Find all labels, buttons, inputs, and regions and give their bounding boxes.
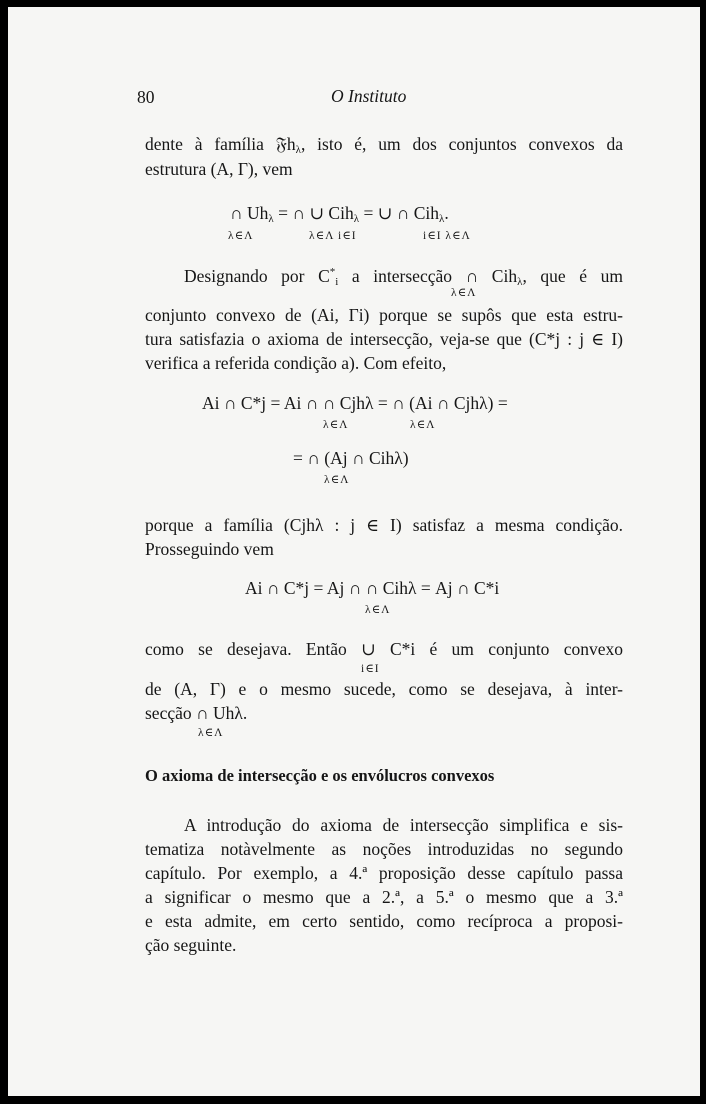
equation-2-index: λ∈Λ xyxy=(323,419,349,431)
paragraph-line: dente à família 𝔉h$_\lambda$, isto é, um dos conjuntos convexos da xyxy=(145,134,623,156)
equation-3: Ai ∩ C*j = Aj ∩ ∩ Cihλ = Aj ∩ C*i xyxy=(245,578,500,598)
paragraph-line: a significar o mesmo que a 2.ª, a 5.ª o mesmo que a 3.ª xyxy=(145,887,623,907)
paragraph-line: conjunto convexo de (Ai, Γi) porque se supôs que esta estru- xyxy=(145,305,623,325)
paragraph-line: Designando por $C^*_i$ a intersecção ∩ Cih$_\lambda$, que é um xyxy=(184,266,623,288)
paragraph-line: A introdução do axioma de intersecção simplifica e sis- xyxy=(184,815,623,835)
paragraph-line: ção seguinte. xyxy=(145,935,237,955)
paragraph-line: verifica a referida condição a). Com efeito, xyxy=(145,353,447,373)
equation-1: ∩ $Uh_\lambda$ = ∩ ∪ Cih$_\lambda$ = ∪ ∩ Cih$_\lambda$. xyxy=(230,203,449,225)
equation-2-line: = ∩ (Aj ∩ Cihλ) xyxy=(293,448,409,468)
equation-2-index: λ∈Λ xyxy=(410,419,436,431)
paragraph-line: tematiza notàvelmente as noções introduzidas no segundo xyxy=(145,839,623,859)
paragraph-line: secção ∩ Uhλ. xyxy=(145,703,248,723)
equation-3-index: λ∈Λ xyxy=(365,604,391,616)
equation-1-index: i∈I λ∈Λ xyxy=(423,230,471,242)
book-page xyxy=(8,7,700,1096)
paragraph-line: estrutura (A, Γ), vem xyxy=(145,159,293,179)
equation-2-line: Ai ∩ C*j = Ai ∩ ∩ Cjhλ = ∩ (Ai ∩ Cjhλ) = xyxy=(202,393,508,413)
equation-index: λ∈Λ xyxy=(198,727,224,739)
paragraph-line: tura satisfazia o axioma de intersecção, veja-se que (C*j : j ∈ I) xyxy=(145,329,623,349)
section-heading: O axioma de intersecção e os envólucros convexos xyxy=(145,766,495,785)
paragraph-line: e esta admite, em certo sentido, como recíproca a proposi- xyxy=(145,911,623,931)
page-number: 80 xyxy=(137,87,155,107)
running-title: O Instituto xyxy=(331,86,407,106)
equation-index: λ∈Λ xyxy=(451,287,477,299)
equation-2-index: λ∈Λ xyxy=(324,474,350,486)
equation-1-index: λ∈Λ xyxy=(228,230,254,242)
paragraph-line: capítulo. Por exemplo, a 4.ª proposição desse capítulo passa xyxy=(145,863,623,883)
paragraph-line: de (A, Γ) e o mesmo sucede, como se desejava, à inter- xyxy=(145,679,623,699)
equation-1-index: λ∈Λ i∈I xyxy=(309,230,357,242)
equation-index: i∈I xyxy=(361,663,380,675)
paragraph-line: Prosseguindo vem xyxy=(145,539,274,559)
paragraph-line: como se desejava. Então ∪ C*i é um conjunto convexo xyxy=(145,639,623,659)
paragraph-line: porque a família (Cjhλ : j ∈ I) satisfaz a mesma condição. xyxy=(145,515,623,535)
